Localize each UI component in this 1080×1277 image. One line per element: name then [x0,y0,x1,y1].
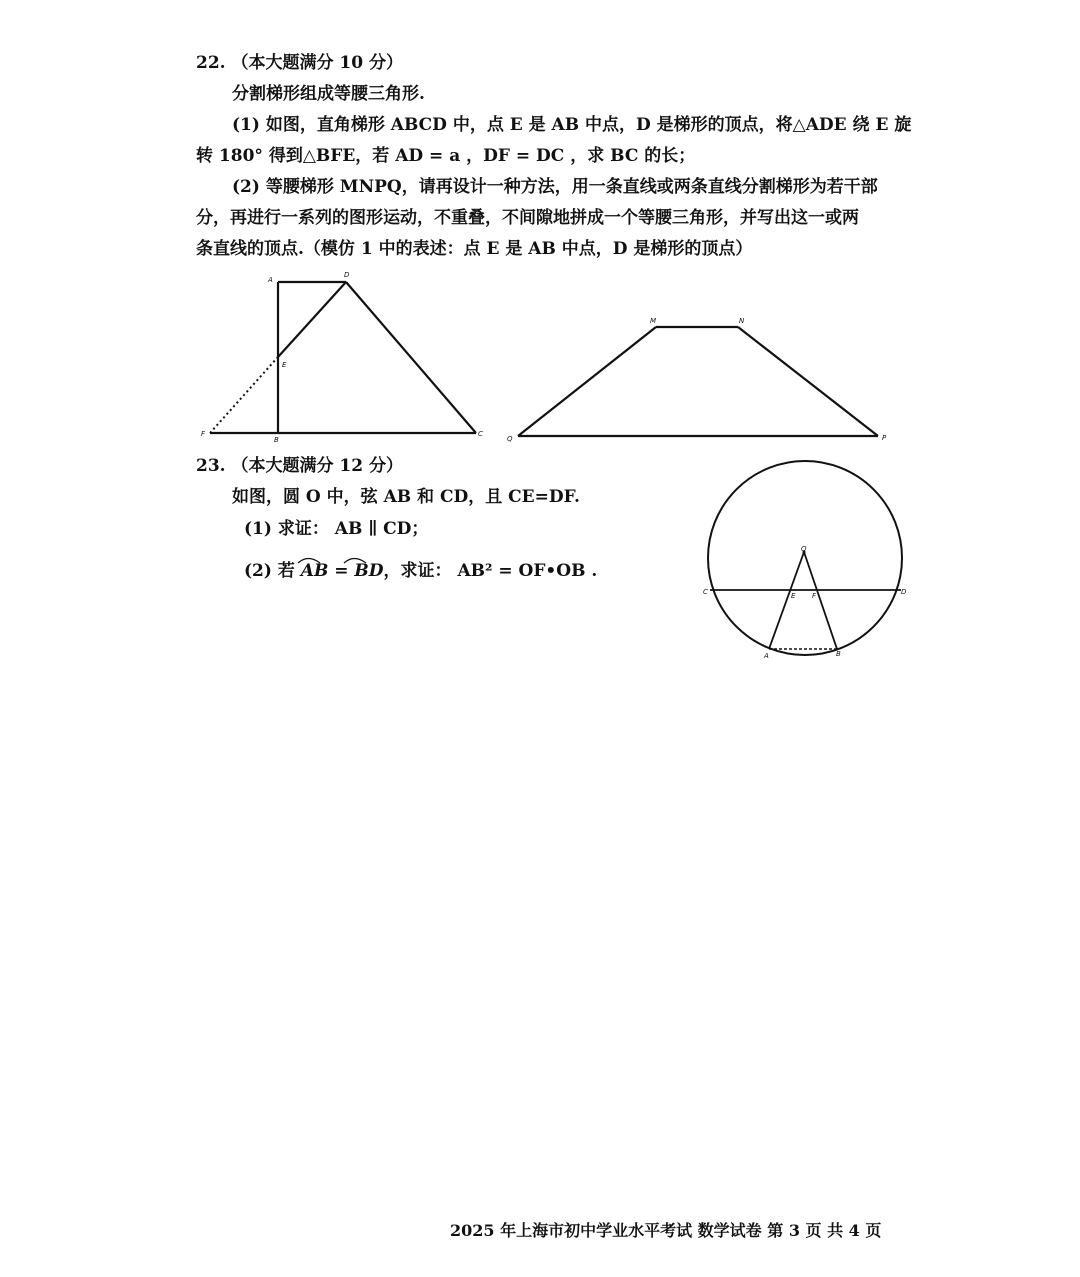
fig3-label-D: D [901,588,907,596]
q22-number: 22. [196,53,226,73]
fig2-segment-NP [738,327,878,436]
q22-part2-line1: (2) 等腰梯形 MNPQ，请再设计一种方法，用一条直线或两条直线分割梯形为若干部 [232,177,878,197]
fig1-label-A: A [268,276,273,284]
q23-arc-eq: = [328,561,355,581]
page-footer: 2025 年上海市初中学业水平考试 数学试卷 第 3 页 共 4 页 [450,1221,882,1240]
q23-arc-bd: BD [354,561,384,581]
q23-figure [698,455,918,665]
q22-figure2 [505,312,895,442]
q23-part2-prefix: (2) 若 [244,561,295,581]
fig1-segment-DC [346,282,476,433]
fig2-label-M: M [650,317,657,325]
fig3-label-B: B [836,650,841,658]
q23-part2-suffix: ，求证： AB² = OF•OB . [383,561,598,581]
q22-header [196,55,403,72]
q23-part1: (1) 求证： AB ∥ CD； [244,519,429,539]
fig1-segment-DE [278,282,346,357]
fig2-label-Q: Q [507,435,513,443]
fig3-label-F: F [812,592,817,600]
q23-arc-marks [296,553,416,565]
segment-OB [804,552,837,649]
segment-OA [769,552,804,649]
q23-header [196,458,403,475]
q22-part1-line1: (1) 如图，直角梯形 ABCD 中，点 E 是 AB 中点，D 是梯形的顶点，将△ADE 绕 E 旋 [232,115,912,135]
arc-mark-ab [298,559,320,564]
fig3-label-O: O [801,545,807,553]
q23-score-note: （本大题满分 12 分） [231,456,403,476]
fig1-label-C: C [478,430,483,438]
q23-part2 [244,563,597,580]
fig3-label-C: C [703,588,708,596]
fig1-segment-EF-dotted [210,357,278,433]
fig1-label-D: D [344,271,350,279]
q23-number: 23. [196,456,226,476]
fig2-label-P: P [882,434,887,442]
fig1-label-F: F [201,430,206,438]
fig2-label-N: N [739,317,745,325]
fig1-label-E: E [282,361,287,369]
q22-part1-line2: 转 180° 得到△BFE，若 AD = a ，DF = DC ，求 BC 的长； [196,146,696,166]
fig3-label-E: E [791,592,796,600]
q22-part2-line3: 条直线的顶点.（模仿 1 中的表述：点 E 是 AB 中点，D 是梯形的顶点） [196,239,753,259]
q23-arc-ab: AB [300,561,329,581]
fig2-segment-QM [518,327,656,436]
q22-intro: 分割梯形组成等腰三角形. [232,84,425,104]
fig3-label-A: A [764,652,769,660]
fig1-label-B: B [274,436,279,444]
q23-intro: 如图，圆 O 中，弦 AB 和 CD，且 CE=DF. [232,487,580,507]
q22-figure1 [195,272,495,442]
arc-mark-bd [344,559,366,564]
q22-part2-line2: 分，再进行一系列的图形运动，不重叠，不间隙地拼成一个等腰三角形，并写出这一或两 [196,208,859,228]
circle-O [708,461,902,655]
q22-score-note: （本大题满分 10 分） [231,53,403,73]
